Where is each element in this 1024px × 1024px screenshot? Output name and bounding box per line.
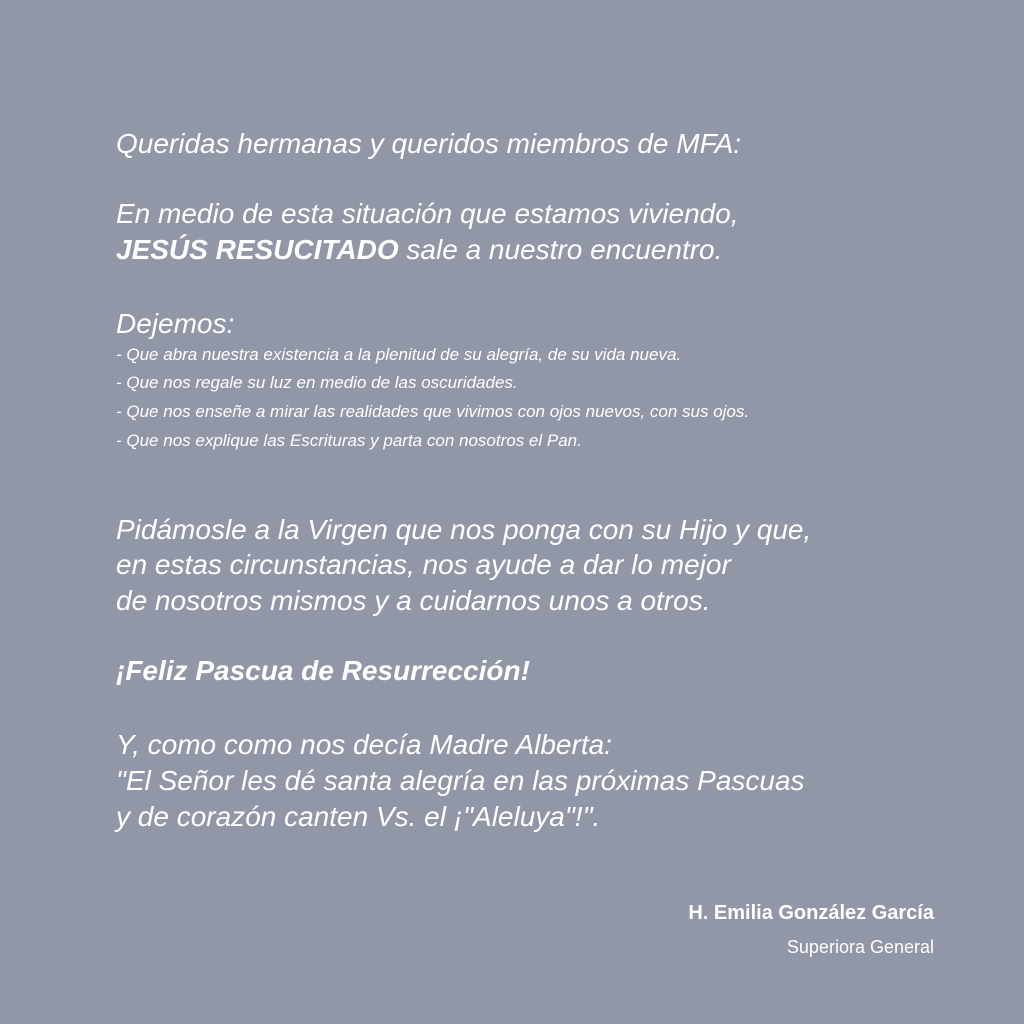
dejemos-item: - Que nos regale su luz en medio de las oscuridades. [116,373,518,392]
prayer-line-3: de nosotros mismos y a cuidarnos unos a otros. [116,585,711,616]
dejemos-item: - Que nos explique las Escrituras y parta con nosotros el Pan. [116,431,582,450]
dejemos-heading: Dejemos: [116,308,235,339]
intro-line-2 [116,233,722,267]
quote-line-1: Y, como como nos decía Madre Alberta: [116,729,612,760]
easter-greeting: ¡Feliz Pascua de Resurrección! [116,655,530,686]
signature-role: Superiora General [786,937,934,957]
dejemos-item: - Que nos enseñe a mirar las realidades que vivimos con ojos nuevos, con sus ojos. [116,402,750,421]
greeting-line: Queridas hermanas y queridos miembros de MFA: [116,128,742,159]
prayer-line-1: Pidámosle a la Virgen que nos ponga con su Hijo y que, [116,514,812,545]
intro-line-1: En medio de esta situación que estamos viviendo, [116,198,739,229]
quote-line-2: "El Señor les dé santa alegría en las próximas Pascuas [116,765,805,796]
prayer-line-2: en estas circunstancias, nos ayude a dar lo mejor [116,549,731,580]
intro-line-2-rest: sale a nuestro encuentro. [398,234,723,265]
quote-line-3: y de corazón canten Vs. el ¡"Aleluya"!". [116,801,601,832]
signature-name: H. Emilia González García [688,902,934,924]
dejemos-item: - Que abra nuestra existencia a la plenitud de su alegría, de su vida nueva. [116,345,682,364]
jesus-resucitado-emphasis: JESÚS RESUCITADO [116,234,399,265]
